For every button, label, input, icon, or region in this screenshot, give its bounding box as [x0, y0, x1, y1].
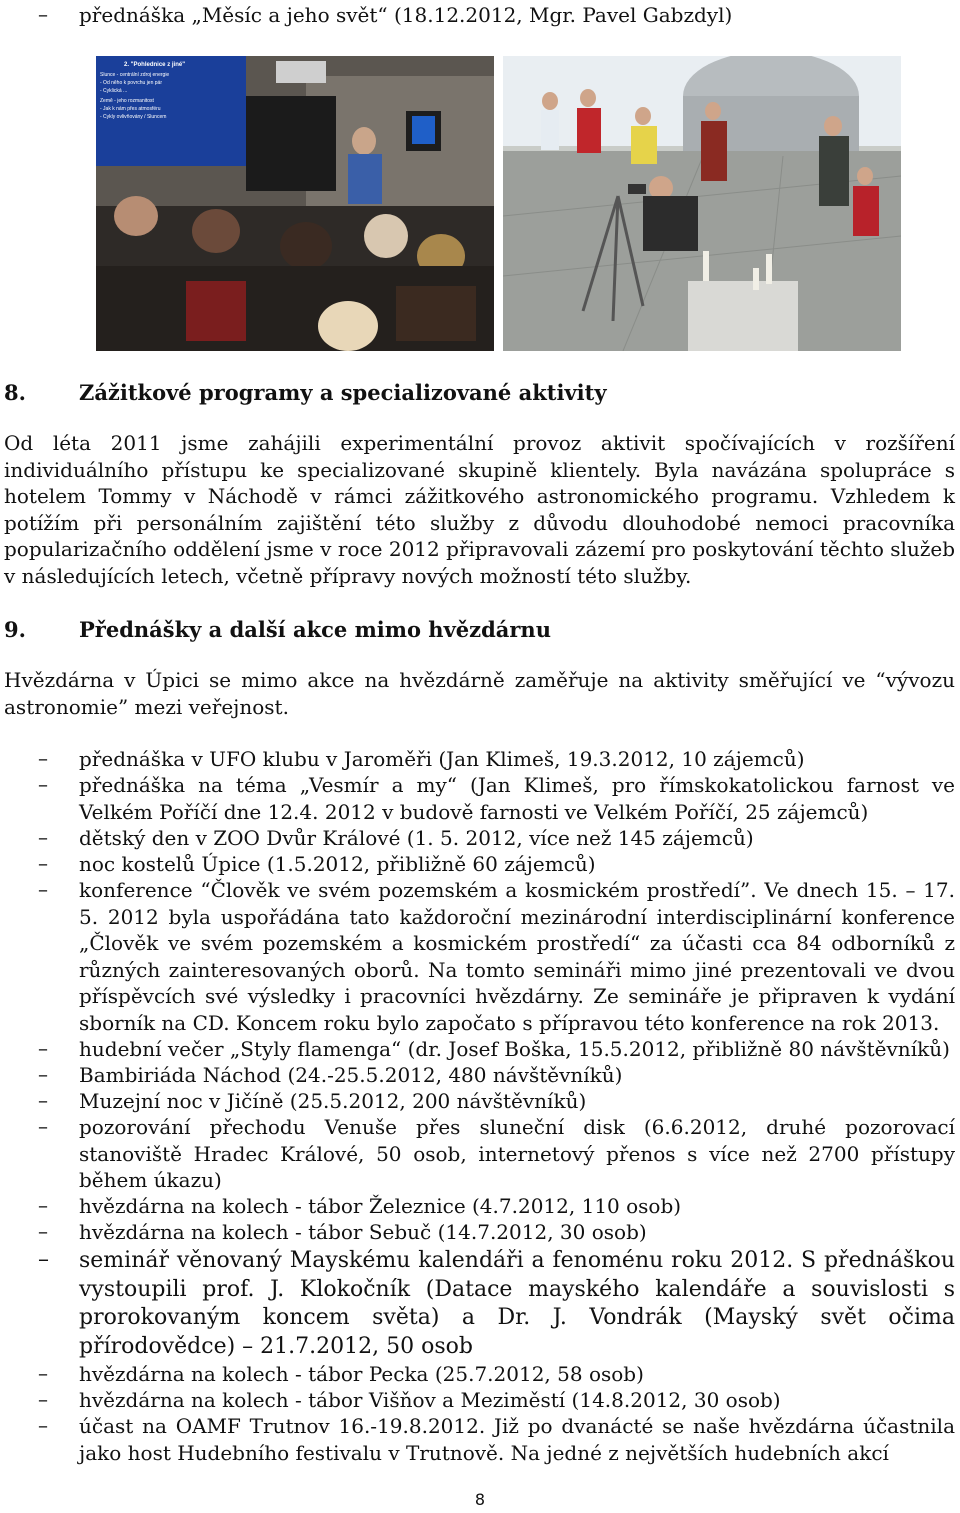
list-item-text: hvězdárna na kolech - tábor Pecka (25.7.2012, 58 osob): [79, 1362, 644, 1386]
bullet-dash: –: [38, 1193, 48, 1217]
slide-line: - Jak k nám přes atmosféru: [100, 106, 161, 112]
lecture-photo-image: [96, 56, 494, 351]
slide-line: - Cykly ovlivňovány / Sluncem: [100, 114, 167, 120]
lecture-photo: [96, 56, 494, 351]
bullet-dash: –: [38, 746, 48, 770]
section-number: 9.: [4, 617, 26, 642]
bullet-dash: –: [38, 851, 48, 875]
bullet-dash: –: [38, 1361, 48, 1385]
bullet-dash: –: [38, 1219, 48, 1243]
list-item-text: hvězdárna na kolech - tábor Višňov a Meziměstí (14.8.2012, 30 osob): [79, 1388, 781, 1412]
list-item-text: noc kostelů Úpice (1.5.2012, přibližně 60 zájemců): [79, 852, 596, 876]
list-item-text: hudební večer „Styly flamenga“ (dr. Josef Boška, 15.5.2012, přibližně 80 návštěvníků): [79, 1037, 950, 1061]
slide-line: Slunce - centrální zdroj energie: [100, 72, 170, 78]
list-item-text: přednáška „Měsíc a jeho svět“ (18.12.2012, Mgr. Pavel Gabzdyl): [79, 3, 733, 27]
bullet-dash: –: [38, 1036, 48, 1060]
bullet-dash: –: [38, 1413, 48, 1437]
observatory-photo: [503, 56, 901, 351]
section-title: Přednášky a další akce mimo hvězdárnu: [79, 617, 551, 642]
section-number: 8.: [4, 380, 26, 405]
list-item-text: hvězdárna na kolech - tábor Železnice (4.7.2012, 110 osob): [79, 1194, 682, 1218]
slide-title: 2. "Pohlednice z jiné": [124, 62, 186, 68]
bullet-dash: –: [38, 772, 48, 796]
list-item-text: Bambiriáda Náchod (24.-25.5.2012, 480 návštěvníků): [79, 1063, 623, 1087]
slide-line: - Od něho k povrchu jen pár: [100, 80, 162, 86]
bullet-dash: –: [38, 877, 48, 901]
bullet-dash: –: [38, 1062, 48, 1086]
slide-line: Země - jeho rozmanitost: [100, 98, 154, 104]
list-item-text: Muzejní noc v Jičíně (25.5.2012, 200 návštěvníků): [79, 1089, 587, 1113]
bullet-dash: –: [38, 825, 48, 849]
bullet-dash: –: [38, 1247, 49, 1272]
page-number: 8: [474, 1490, 486, 1509]
section-9-paragraph: Hvězdárna v Úpici se mimo akce na hvězdárně zaměřuje na aktivity směřující ve “vývozu astronomie” mezi veřejnost.: [4, 668, 955, 719]
list-item-text: pozorování přechodu Venuše přes sluneční disk (6.6.2012, druhé pozorovací stanoviště Hradec Králové, 50 osob, internetový přenos s více než 2700 přístupy během úkazu): [79, 1115, 955, 1192]
list-item-text: konference “Člověk ve svém pozemském a kosmickém prostředí”. Ve dnech 15. – 17. 5. 2012 byla uspořádána tato každoroční mezinárodní interdisciplinární konference „Člověk ve svém pozemském a kosmickém prostředí“ za účasti cca 84 odborníků z různých zainteresovaných oborů. Na tomto semináři mimo jiné prezentovali ve dvou příspěvcích své výsledky i pracovníci hvězdárny. Ze semináře je připraven k vydání sborník na CD. Koncem roku bylo započato s přípravou této konference na rok 2013.: [79, 878, 955, 1035]
list-item-text: seminář věnovaný Mayskému kalendáři a fenoménu roku 2012. S přednáškou vystoupili prof. J. Klokočník (Datace mayského kalendáře a souvislosti s prorokovaným koncem světa) a Dr. J. Vondrák (Mayský svět očima přírodovědce) – 21.7.2012, 50 osob: [79, 1248, 955, 1359]
bullet-dash: –: [38, 1387, 48, 1411]
observatory-photo-image: [503, 56, 901, 351]
bullet-dash: –: [38, 1114, 48, 1138]
slide-line: - Cyklická ...: [100, 88, 128, 94]
list-item-text: účast na OAMF Trutnov 16.-19.8.2012. Již po dvanácté se naše hvězdárna účastnila jako host Hudebního festivalu v Trutnově. Na jedné z největších hudebních akcí: [79, 1414, 955, 1465]
section-title: Zážitkové programy a specializované aktivity: [79, 380, 607, 405]
list-item-text: přednáška na téma „Vesmír a my“ (Jan Klimeš, pro římskokatolickou farnost ve Velkém Poříčí dne 12.4. 2012 v budově farnosti ve Velkém Poříčí, 25 zájemců): [79, 773, 955, 824]
list-item-text: přednáška v UFO klubu v Jaroměři (Jan Klimeš, 19.3.2012, 10 zájemců): [79, 747, 805, 771]
section-8-paragraph: Od léta 2011 jsme zahájili experimentální provoz aktivit spočívajících v rozšíření individuálního přístupu ke specializované skupině klientely. Byla navázána spolupráce s hotelem Tommy v Náchodě v rámci zážitkového astronomického programu. Vzhledem k potížím při personálním zajištění této služby z důvodu dlouhodobé nemoci pracovníka popularizačního oddělení jsme v roce 2012 připravovali zázemí pro poskytování těchto služeb v následujících letech, včetně přípravy nových možností této služby.: [4, 431, 955, 588]
bullet-dash: –: [38, 1088, 48, 1112]
list-item-text: hvězdárna na kolech - tábor Sebuč (14.7.2012, 30 osob): [79, 1220, 647, 1244]
bullet-dash: –: [38, 2, 48, 26]
list-item-text: dětský den v ZOO Dvůr Králové (1. 5. 2012, více než 145 zájemců): [79, 826, 754, 850]
